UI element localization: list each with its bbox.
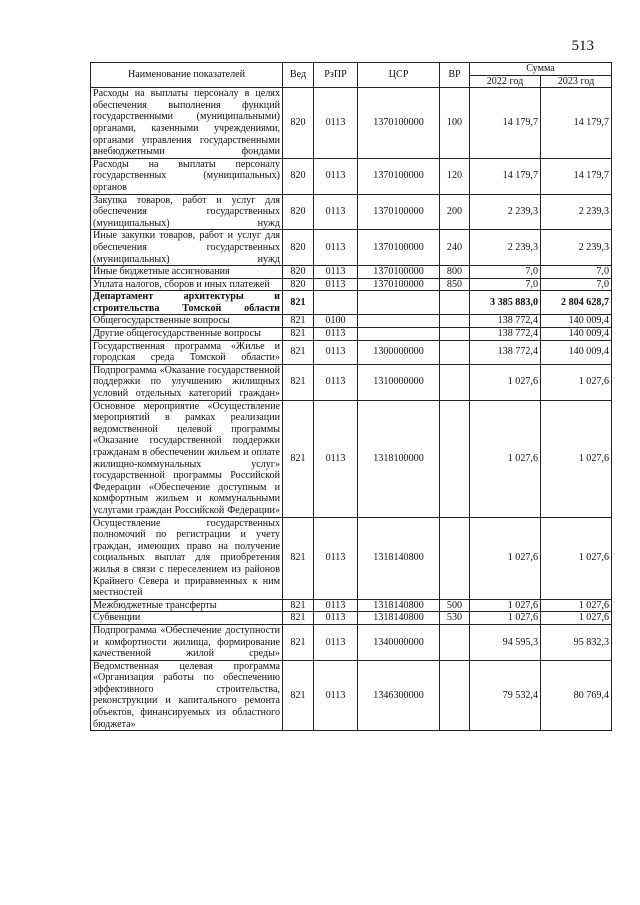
cell-2023: 1 027,6 (541, 612, 612, 625)
cell-name: Межбюджетные трансферты (91, 599, 283, 612)
cell-name: Подпрограмма «Обеспечение доступности и комфортности жилища, формирование качественной жилой среды» (91, 624, 283, 660)
cell-2022: 138 772,4 (470, 340, 541, 364)
cell-csr: 1318140800 (358, 612, 440, 625)
table-row (91, 612, 612, 625)
table-row (91, 599, 612, 612)
cell-ved: 820 (283, 194, 314, 230)
budget-table (90, 62, 612, 731)
cell-ved: 821 (283, 328, 314, 341)
cell-2023: 95 832,3 (541, 624, 612, 660)
cell-2022: 1 027,6 (470, 400, 541, 517)
cell-rzpr: 0113 (314, 194, 358, 230)
cell-vr: 100 (440, 88, 470, 159)
cell-rzpr: 0113 (314, 88, 358, 159)
cell-2023: 1 027,6 (541, 400, 612, 517)
cell-csr (358, 328, 440, 341)
header-name: Наименование показателей (91, 63, 283, 88)
cell-ved: 821 (283, 612, 314, 625)
cell-ved: 821 (283, 660, 314, 731)
cell-csr: 1300000000 (358, 340, 440, 364)
cell-2023: 1 027,6 (541, 364, 612, 400)
cell-ved: 821 (283, 624, 314, 660)
cell-rzpr: 0113 (314, 158, 358, 194)
cell-csr (358, 291, 440, 315)
header-vr: ВР (440, 63, 470, 88)
cell-vr: 240 (440, 230, 470, 266)
table-row (91, 400, 612, 517)
cell-vr (440, 364, 470, 400)
table-body (91, 88, 612, 731)
cell-csr: 1370100000 (358, 88, 440, 159)
cell-2022: 14 179,7 (470, 88, 541, 159)
cell-csr: 1340000000 (358, 624, 440, 660)
table-header (91, 63, 612, 88)
cell-vr: 200 (440, 194, 470, 230)
cell-ved: 821 (283, 599, 314, 612)
table-row (91, 88, 612, 159)
cell-rzpr: 0113 (314, 340, 358, 364)
cell-rzpr: 0113 (314, 660, 358, 731)
header-rzpr: РзПР (314, 63, 358, 88)
cell-2023: 140 009,4 (541, 328, 612, 341)
cell-name: Расходы на выплаты персоналу в целях обеспечения выполнения функций государственными (муниципальными) органами, казенными учреждениями, органами управления государственными внебюджетными фондами (91, 88, 283, 159)
cell-vr: 530 (440, 612, 470, 625)
cell-2022: 1 027,6 (470, 599, 541, 612)
cell-2022: 14 179,7 (470, 158, 541, 194)
header-sum: Сумма (470, 63, 612, 76)
cell-name: Основное мероприятие «Осуществление мероприятий в рамках реализации ведомственной целевой программы «Оказание государственной поддержки гражданам в обеспечении жильем и оплате жилищно-коммунальных услуг» государственной программы Российской Федерации «Обеспечение доступным и комфортным жильем и коммунальными услугами граждан Российской Федерации» (91, 400, 283, 517)
cell-rzpr: 0113 (314, 517, 358, 599)
cell-csr: 1318100000 (358, 400, 440, 517)
cell-2023: 2 804 628,7 (541, 291, 612, 315)
cell-rzpr: 0113 (314, 599, 358, 612)
cell-csr: 1370100000 (358, 230, 440, 266)
cell-name: Осуществление государственных полномочий по регистрации и учету граждан, имеющих право на получение социальных выплат для приобретения жилья в связи с переселением из районов Крайнего Севера и приравненных к ним местностей (91, 517, 283, 599)
cell-2023: 7,0 (541, 278, 612, 291)
table-row (91, 660, 612, 731)
cell-2023: 80 769,4 (541, 660, 612, 731)
cell-rzpr: 0113 (314, 278, 358, 291)
cell-2022: 7,0 (470, 278, 541, 291)
cell-2022: 7,0 (470, 266, 541, 279)
cell-csr: 1370100000 (358, 278, 440, 291)
cell-vr (440, 400, 470, 517)
header-2022: 2022 год (470, 75, 541, 88)
cell-name: Другие общегосударственные вопросы (91, 328, 283, 341)
cell-ved: 821 (283, 340, 314, 364)
header-ved: Вед (283, 63, 314, 88)
table-row (91, 266, 612, 279)
cell-rzpr: 0113 (314, 624, 358, 660)
cell-name: Подпрограмма «Оказание государственной поддержки по улучшению жилищных условий отдельных категорий граждан» (91, 364, 283, 400)
cell-name: Иные закупки товаров, работ и услуг для обеспечения государственных (муниципальных) нужд (91, 230, 283, 266)
cell-name: Департамент архитектуры и строительства Томской области (91, 291, 283, 315)
cell-rzpr: 0113 (314, 612, 358, 625)
cell-csr: 1318140800 (358, 517, 440, 599)
cell-csr (358, 315, 440, 328)
cell-name: Расходы на выплаты персоналу государственных (муниципальных) органов (91, 158, 283, 194)
cell-csr: 1318140800 (358, 599, 440, 612)
cell-vr (440, 291, 470, 315)
cell-ved: 820 (283, 278, 314, 291)
table-row (91, 340, 612, 364)
cell-rzpr: 0113 (314, 328, 358, 341)
cell-vr: 800 (440, 266, 470, 279)
cell-csr: 1346300000 (358, 660, 440, 731)
cell-2022: 2 239,3 (470, 194, 541, 230)
cell-vr: 500 (440, 599, 470, 612)
cell-vr: 850 (440, 278, 470, 291)
cell-vr (440, 340, 470, 364)
cell-csr: 1370100000 (358, 158, 440, 194)
cell-2023: 14 179,7 (541, 158, 612, 194)
cell-ved: 820 (283, 88, 314, 159)
cell-2022: 1 027,6 (470, 364, 541, 400)
table-row (91, 328, 612, 341)
cell-rzpr: 0113 (314, 364, 358, 400)
cell-2023: 1 027,6 (541, 517, 612, 599)
cell-2023: 2 239,3 (541, 230, 612, 266)
cell-2022: 94 595,3 (470, 624, 541, 660)
header-2023: 2023 год (541, 75, 612, 88)
cell-name: Общегосударственные вопросы (91, 315, 283, 328)
table-row (91, 624, 612, 660)
cell-csr: 1370100000 (358, 194, 440, 230)
cell-vr (440, 315, 470, 328)
cell-name: Уплата налогов, сборов и иных платежей (91, 278, 283, 291)
cell-vr (440, 660, 470, 731)
cell-2022: 138 772,4 (470, 315, 541, 328)
cell-2023: 2 239,3 (541, 194, 612, 230)
cell-ved: 820 (283, 230, 314, 266)
cell-name: Государственная программа «Жилье и городская среда Томской области» (91, 340, 283, 364)
cell-rzpr: 0100 (314, 315, 358, 328)
cell-name: Ведомственная целевая программа «Организация работы по обеспечению эффективного строительства, реконструкции и капитального ремонта объектов, финансируемых из областного бюджета» (91, 660, 283, 731)
cell-csr: 1370100000 (358, 266, 440, 279)
cell-ved: 821 (283, 291, 314, 315)
cell-ved: 821 (283, 400, 314, 517)
cell-rzpr: 0113 (314, 230, 358, 266)
cell-2023: 140 009,4 (541, 340, 612, 364)
cell-ved: 820 (283, 158, 314, 194)
cell-vr: 120 (440, 158, 470, 194)
cell-name: Иные бюджетные ассигнования (91, 266, 283, 279)
cell-2023: 140 009,4 (541, 315, 612, 328)
cell-2022: 2 239,3 (470, 230, 541, 266)
table-row (91, 158, 612, 194)
cell-2023: 14 179,7 (541, 88, 612, 159)
cell-ved: 820 (283, 266, 314, 279)
header-csr: ЦСР (358, 63, 440, 88)
cell-2022: 1 027,6 (470, 612, 541, 625)
cell-2023: 1 027,6 (541, 599, 612, 612)
cell-name: Субвенции (91, 612, 283, 625)
cell-2022: 138 772,4 (470, 328, 541, 341)
cell-vr (440, 517, 470, 599)
table-row (91, 517, 612, 599)
table-row (91, 315, 612, 328)
table-row (91, 291, 612, 315)
cell-rzpr: 0113 (314, 266, 358, 279)
cell-vr (440, 624, 470, 660)
cell-name: Закупка товаров, работ и услуг для обеспечения государственных (муниципальных) нужд (91, 194, 283, 230)
cell-2022: 79 532,4 (470, 660, 541, 731)
cell-vr (440, 328, 470, 341)
table-row (91, 364, 612, 400)
cell-2022: 3 385 883,0 (470, 291, 541, 315)
table-row (91, 194, 612, 230)
table-row (91, 278, 612, 291)
cell-rzpr (314, 291, 358, 315)
cell-2023: 7,0 (541, 266, 612, 279)
cell-ved: 821 (283, 517, 314, 599)
cell-csr: 1310000000 (358, 364, 440, 400)
page-number: 513 (571, 38, 594, 54)
cell-rzpr: 0113 (314, 400, 358, 517)
cell-ved: 821 (283, 315, 314, 328)
cell-2022: 1 027,6 (470, 517, 541, 599)
table-row (91, 230, 612, 266)
cell-ved: 821 (283, 364, 314, 400)
